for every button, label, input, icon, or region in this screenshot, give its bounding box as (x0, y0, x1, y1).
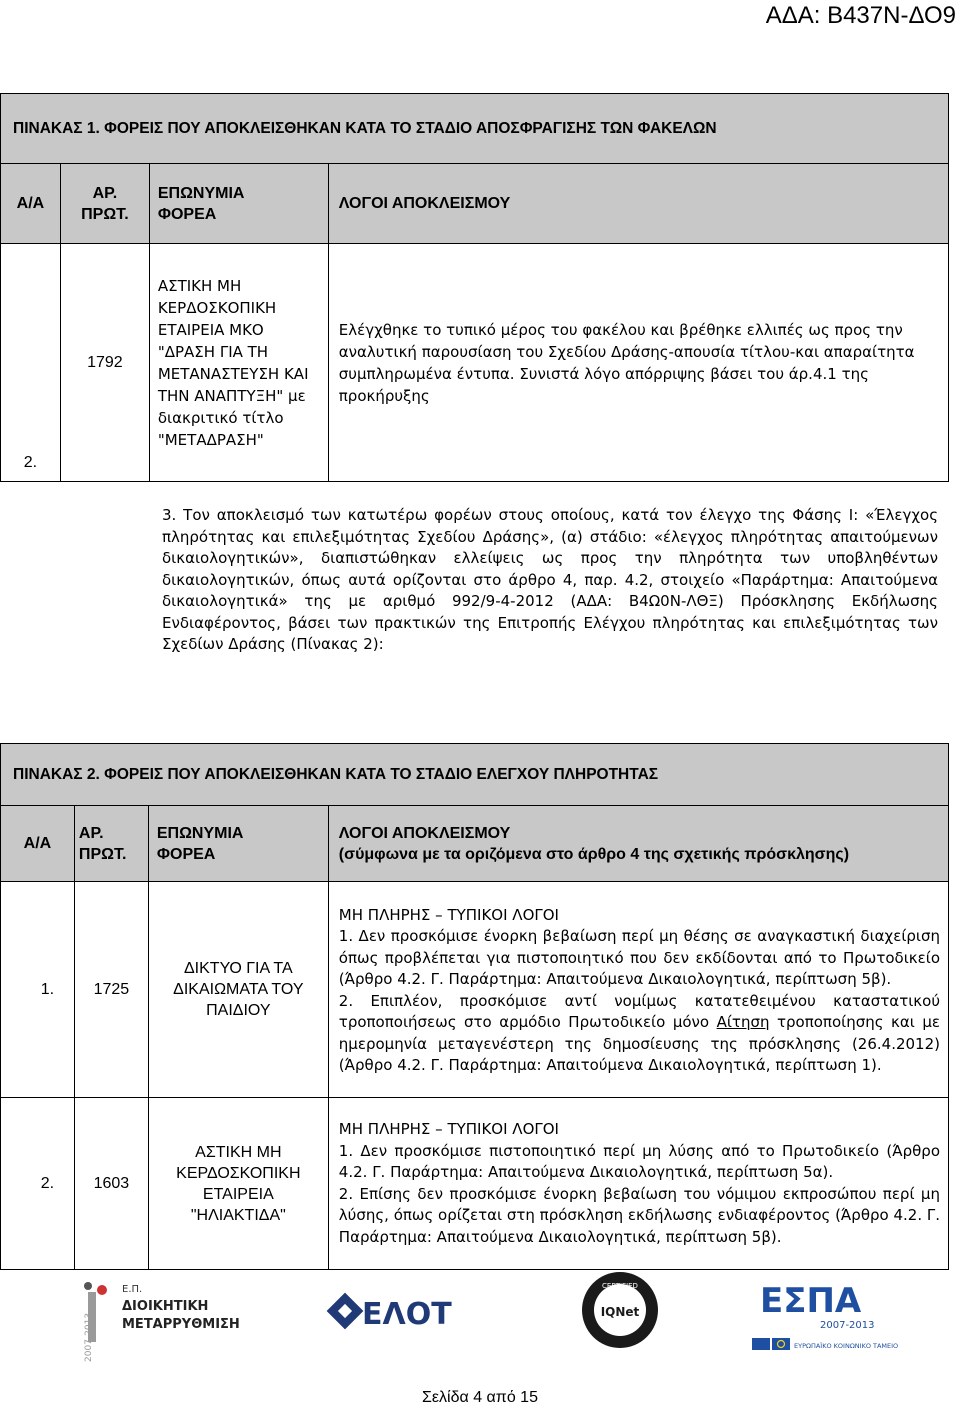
row-aa-text: 2. (23, 454, 38, 471)
reason-2-underlined: Αίτηση (716, 1013, 770, 1031)
row-arprot: 1603 (74, 1098, 148, 1270)
ep-label: Ε.Π. (122, 1284, 143, 1295)
row-arprot: 1792 (60, 244, 149, 482)
espa-text: ΕΣΠΑ (760, 1281, 862, 1321)
header-arprot-line1: ΑΡ. (78, 824, 104, 842)
ep-logo-dot (84, 1282, 92, 1290)
header-name-line1: ΕΠΩΝΥΜΙΑ (157, 184, 245, 202)
table-1 (0, 93, 949, 482)
header-reasons-line2: (σύμφωνα με τα οριζόμενα στο άρθρο 4 της σχετικής πρόσκλησης) (338, 845, 850, 863)
ep-line2: ΜΕΤΑΡΡΥΘΜΙΣΗ (122, 1317, 240, 1332)
row-name: ΔΙΚΤΥΟ ΓΙΑ ΤΑ ΔΙΚΑΙΩΜΑΤΑ ΤΟΥ ΠΑΙΔΙΟΥ (148, 882, 328, 1098)
paragraph-3: 3. Τον αποκλεισμό των κατωτέρω φορέων στους οποίους, κατά τον έλεγχο της Φάσης Ι: «Έλεγχος πληρότητας και επιλεξιμότητας Σχεδίου Δράσης», (α) στάδιο: «έλεγχος πληρότητας απαιτούμενων δικαιολογητικών», διαπιστώθηκαν ελλείψεις ως προς την πληρότητα των υποβληθέντων δικαιολογητικών, όπως αυτά ορίζονται στο άρθρο 4, παρ. 4.2, στοιχείο «Παράρτημα: Απαιτούμενα δικαιολογητικά» της με αριθμό 992/9-4-2012 (ΑΔΑ: Β4Ω0Ν-ΛΘΞ) Πρόσκλησης Εκδήλωσης Ενδιαφέροντος, βάσει των πρακτικών της Επιτροπής Ελέγχου πληρότητας και επιλεξιμότητας των Σχεδίων Δράσης (Πίνακας 2): (162, 506, 938, 653)
seal-iqnet: IQNet (600, 1305, 640, 1319)
elot-logo (327, 1293, 453, 1332)
header-name (148, 806, 328, 882)
row-reason (328, 882, 948, 1098)
header-aa: Α/Α (1, 164, 61, 244)
eu-flag-icon (772, 1338, 790, 1350)
header-arprot (74, 806, 148, 882)
elot-text: ΕΛΟΤ (362, 1297, 452, 1332)
row-aa (1, 244, 61, 482)
espa-caption: ΕΥΡΩΠΑΪΚΟ ΚΟΙΝΩΝΙΚΟ ΤΑΜΕΙΟ (794, 1342, 899, 1350)
page-number: Σελίδα 4 από 15 (422, 1389, 538, 1406)
header-reasons: ΛΟΓΟΙ ΑΠΟΚΛΕΙΣΜΟΥ (328, 164, 948, 244)
header-aa: Α/Α (1, 806, 75, 882)
header-arprot (60, 164, 149, 244)
table-row (1, 244, 949, 482)
seal-certified: CERTIFIED (602, 1282, 638, 1290)
table-2-caption: ΠΙΝΑΚΑΣ 2. ΦΟΡΕΙΣ ΠΟΥ ΑΠΟΚΛΕΙΣΘΗΚΑΝ ΚΑΤΑ ΤΟ ΣΤΑΔΙΟ ΕΛΕΓΧΟΥ ΠΛΗΡΟΤΗΤΑΣ (1, 744, 949, 806)
ep-logo-dot (97, 1285, 107, 1295)
greek-flag-icon (752, 1338, 770, 1350)
table-row (1, 1098, 949, 1270)
table-1-header-row (1, 164, 949, 244)
footer-logos (0, 1270, 960, 1370)
table-row (1, 882, 949, 1098)
row-aa: 2. (1, 1098, 75, 1270)
reason-1: 1. Δεν προσκόμισε ένορκη βεβαίωση περί μη θέσης σε αναγκαστική διαχείριση όπως προβλέπεται για πιστοποιητικό που δεν εκδίδονται από το Πρωτοδικείο (Άρθρο 4.2. Γ. Παράρτημα: Απαιτούμενα Δικαιολογητικά, περίπτωση 5β). (338, 927, 940, 988)
reason-2 (339, 991, 940, 1077)
header-name-line1: ΕΠΩΝΥΜΙΑ (156, 824, 244, 842)
table-2 (0, 743, 949, 1270)
table-1-caption: ΠΙΝΑΚΑΣ 1. ΦΟΡΕΙΣ ΠΟΥ ΑΠΟΚΛΕΙΣΘΗΚΑΝ ΚΑΤΑ ΤΟ ΣΤΑΔΙΟ ΑΠΟΣΦΡΑΓΙΣΗΣ ΤΩΝ ΦΑΚΕΛΩΝ (1, 94, 949, 164)
row-reason: Ελέγχθηκε το τυπικό μέρος του φακέλου και βρέθηκε ελλιπές ως προς την αναλυτική παρουσίαση του Σχεδίου Δράσης-απουσία τίτλου-και απαραίτητα συμπληρωμένα έντυπα. Συνιστά λόγο απόρριψης βάσει του άρ.4.1 της προκήρυξης (328, 244, 948, 482)
row-reason (328, 1098, 948, 1270)
header-name-line2: ΦΟΡΕΑ (157, 205, 217, 223)
header-arprot-line1: ΑΡ. (92, 184, 118, 202)
header-name-line2: ΦΟΡΕΑ (156, 845, 216, 863)
row-arprot: 1725 (74, 882, 148, 1098)
row-aa: 1. (1, 882, 75, 1098)
ep-line1: ΔΙΟΙΚΗΤΙΚΗ (122, 1299, 209, 1314)
reason-1: 1. Δεν προσκόμισε πιστοποιητικό περί μη λύσης από το Πρωτοδικείο (Άρθρο 4.2. Γ. Παράρτημα: Απαιτούμενα Δικαιολογητικά, περίπτωση 5α). (338, 1141, 940, 1181)
header-reasons-line1: ΛΟΓΟΙ ΑΠΟΚΛΕΙΣΜΟΥ (338, 824, 511, 842)
header-reasons (328, 806, 948, 882)
espa-years: 2007-2013 (820, 1320, 875, 1331)
header-arprot-line2: ΠΡΩΤ. (78, 845, 127, 863)
ep-logo (84, 1282, 240, 1362)
header-name (149, 164, 328, 244)
iqnet-seal (582, 1272, 658, 1348)
ep-years: 2007-2013 (84, 1312, 94, 1362)
ada-header: ΑΔΑ: Β437Ν-ΔΟ9 (765, 2, 956, 29)
reason-title: ΜΗ ΠΛΗΡΗΣ – ΤΥΠΙΚΟΙ ΛΟΓΟΙ (338, 1120, 559, 1138)
espa-logo (752, 1281, 898, 1350)
reason-title: ΜΗ ΠΛΗΡΗΣ – ΤΥΠΙΚΟΙ ΛΟΓΟΙ (338, 905, 559, 924)
reason-2a: 2. Επιπλέον, προσκόμισε αντί νομίμως κατατεθειμένου καταστατικού τροποποιήσεως στο αρμόδιο Πρωτοδικείο μόνο (338, 991, 940, 1031)
table-2-header-row (1, 806, 949, 882)
row-name: ΑΣΤΙΚΗ ΜΗ ΚΕΡΔΟΣΚΟΠΙΚΗ ΕΤΑΙΡΕΙΑ ΜΚΟ "ΔΡΑΣΗ ΓΙΑ ΤΗ ΜΕΤΑΝΑΣΤΕΥΣΗ ΚΑΙ ΤΗΝ ΑΝΑΠΤΥΞΗ" με διακριτικό τίτλο "ΜΕΤΑΔΡΑΣΗ" (149, 244, 328, 482)
row-name: ΑΣΤΙΚΗ ΜΗ ΚΕΡΔΟΣΚΟΠΙΚΗ ΕΤΑΙΡΕΙΑ "ΗΛΙΑΚΤΙΔΑ" (148, 1098, 328, 1270)
reason-2b: τροποποίησης και με ημερομηνία μεταγενέστερη της δημοσίευσης της πρόσκλησης (26.4.2012) (Άρθρο 4.2. Γ. Παράρτημα: Απαιτούμενα Δικαιολογητικά, περίπτωση 1). (338, 1013, 940, 1074)
header-arprot-line2: ΠΡΩΤ. (81, 205, 129, 223)
reason-2: 2. Επίσης δεν προσκόμισε ένορκη βεβαίωση του νόμιμου εκπροσώπου περί μη λύσης, όπως ορίζεται στη πρόσκληση εκδήλωσης ενδιαφέροντος (Άρθρο 4.2. Γ. Παράρτημα: Απαιτούμενα Δικαιολογητικά, περίπτωση 5β). (338, 1184, 940, 1246)
